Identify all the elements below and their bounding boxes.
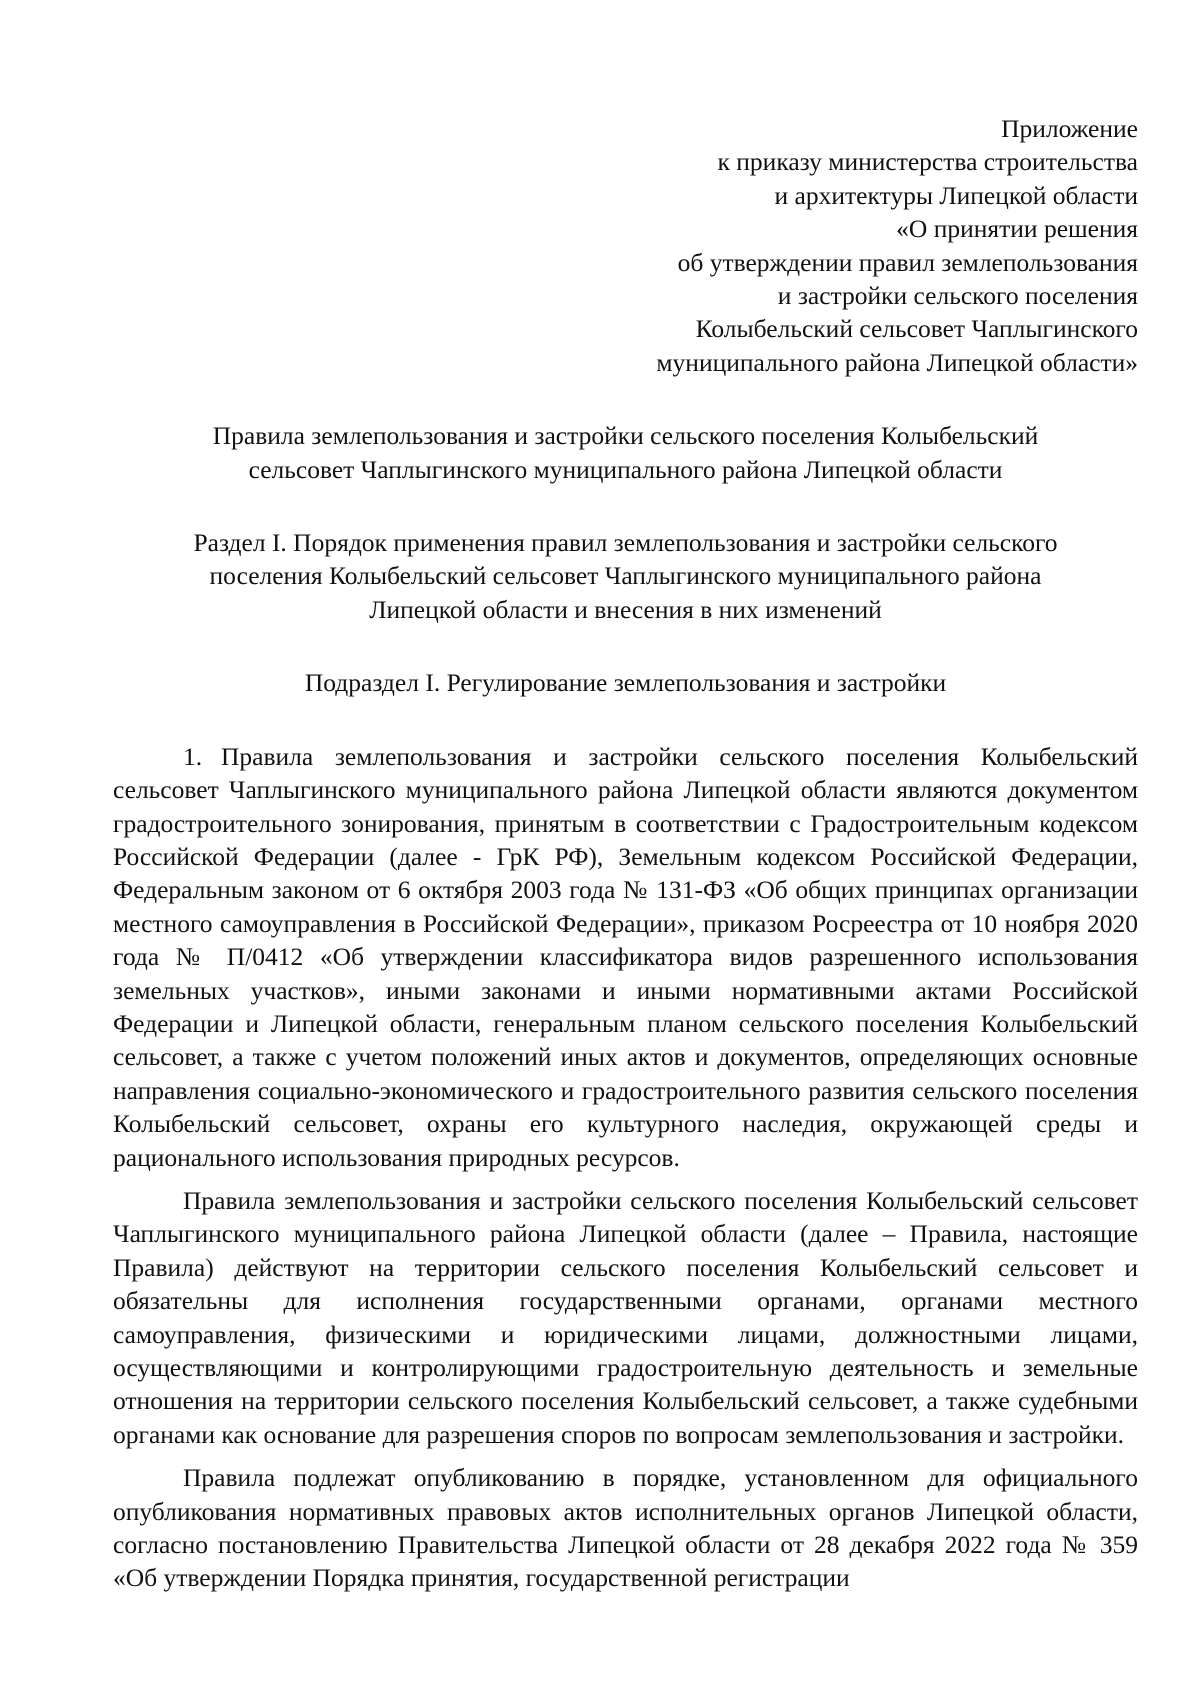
appendix-line: об утверждении правил землепользования (677, 247, 1138, 277)
body-paragraph (113, 1461, 1138, 1595)
appendix-line: и архитектуры Липецкой области (774, 180, 1138, 210)
subsection-title: Подраздел I. Регулирование землепользования и застройки (304, 668, 947, 698)
appendix-line: муниципального района Липецкой области» (656, 347, 1138, 377)
appendix-line: Колыбельский сельсовет Чаплыгинского (695, 314, 1138, 344)
body-paragraph (113, 1184, 1138, 1451)
body-paragraph (113, 740, 1138, 1174)
appendix-line: Приложение (1001, 114, 1138, 143)
appendix-line: «О принятии решения (896, 214, 1138, 244)
item-number: 1. (183, 741, 203, 771)
appendix-line: к приказу министерства строительства (717, 147, 1138, 177)
document-title-line: Правила землепользования и застройки сельского поселения Колыбельский (212, 421, 1039, 451)
appendix-line: и застройки сельского поселения (777, 281, 1138, 311)
appendix-header (113, 112, 1138, 379)
document-title (113, 419, 1138, 486)
paragraph-text: Правила подлежат опубликованию в порядке, установленном для официального опубликования нормативных правовых актов исполнительных органов Липецкой области, согласно постановлению Правительства Липецкой области от 28 декабря 2022 года № 359 «Об утверждении Порядка принятия, государственной регистрации (113, 1463, 1138, 1593)
document-title-line: сельсовет Чаплыгинского муниципального района Липецкой области (248, 454, 1003, 484)
section-title (113, 526, 1138, 626)
section-title-line: Раздел I. Порядок применения правил землепользования и застройки сельского (193, 528, 1058, 558)
section-title-line: поселения Колыбельский сельсовет Чаплыгинского муниципального района (209, 561, 1042, 591)
section-title-line: Липецкой области и внесения в них изменений (369, 594, 882, 624)
paragraph-text: Правила землепользования и застройки сельского поселения Колыбельский сельсовет Чаплыгинского муниципального района Липецкой области (далее – Правила, настоящие Правила) действуют на территории сельского поселения Колыбельский сельсовет и обязательны для исполнения государственными органами, органами местного самоуправления, физическими и юридическими лицами, должностными лицами, осуществляющими и контролирующими градостроительную деятельность и земельные отношения на территории сельского поселения Колыбельский сельсовет, а также судебными органами как основание для разрешения споров по вопросам землепользования и застройки. (113, 1185, 1138, 1449)
paragraph-text: Правила землепользования и застройки сельского поселения Колыбельский сельсовет Чаплыгинского муниципального района Липецкой области являются документом градостроительного зонирования, принятым в соответствии с Градостроительным кодексом Российской Федерации (далее - ГрК РФ), Земельным кодексом Российской Федерации, Федеральным законом от 6 октября 2003 года № 131-ФЗ «Об общих принципах организации местного самоуправления в Российской Федерации», приказом Росреестра от 10 ноября 2020 года № П/0412 «Об утверждении классификатора видов разрешенного использования земельных участков», иными законами и иными нормативными актами Российской Федерации и Липецкой области, генеральным планом сельского поселения Колыбельский сельсовет, а также с учетом положений иных актов и документов, определяющих основные направления социально-экономического и градостроительного развития сельского поселения Колыбельский сельсовет, охраны его культурного наследия, окружающей среды и рационального использования природных ресурсов. (113, 741, 1138, 1172)
